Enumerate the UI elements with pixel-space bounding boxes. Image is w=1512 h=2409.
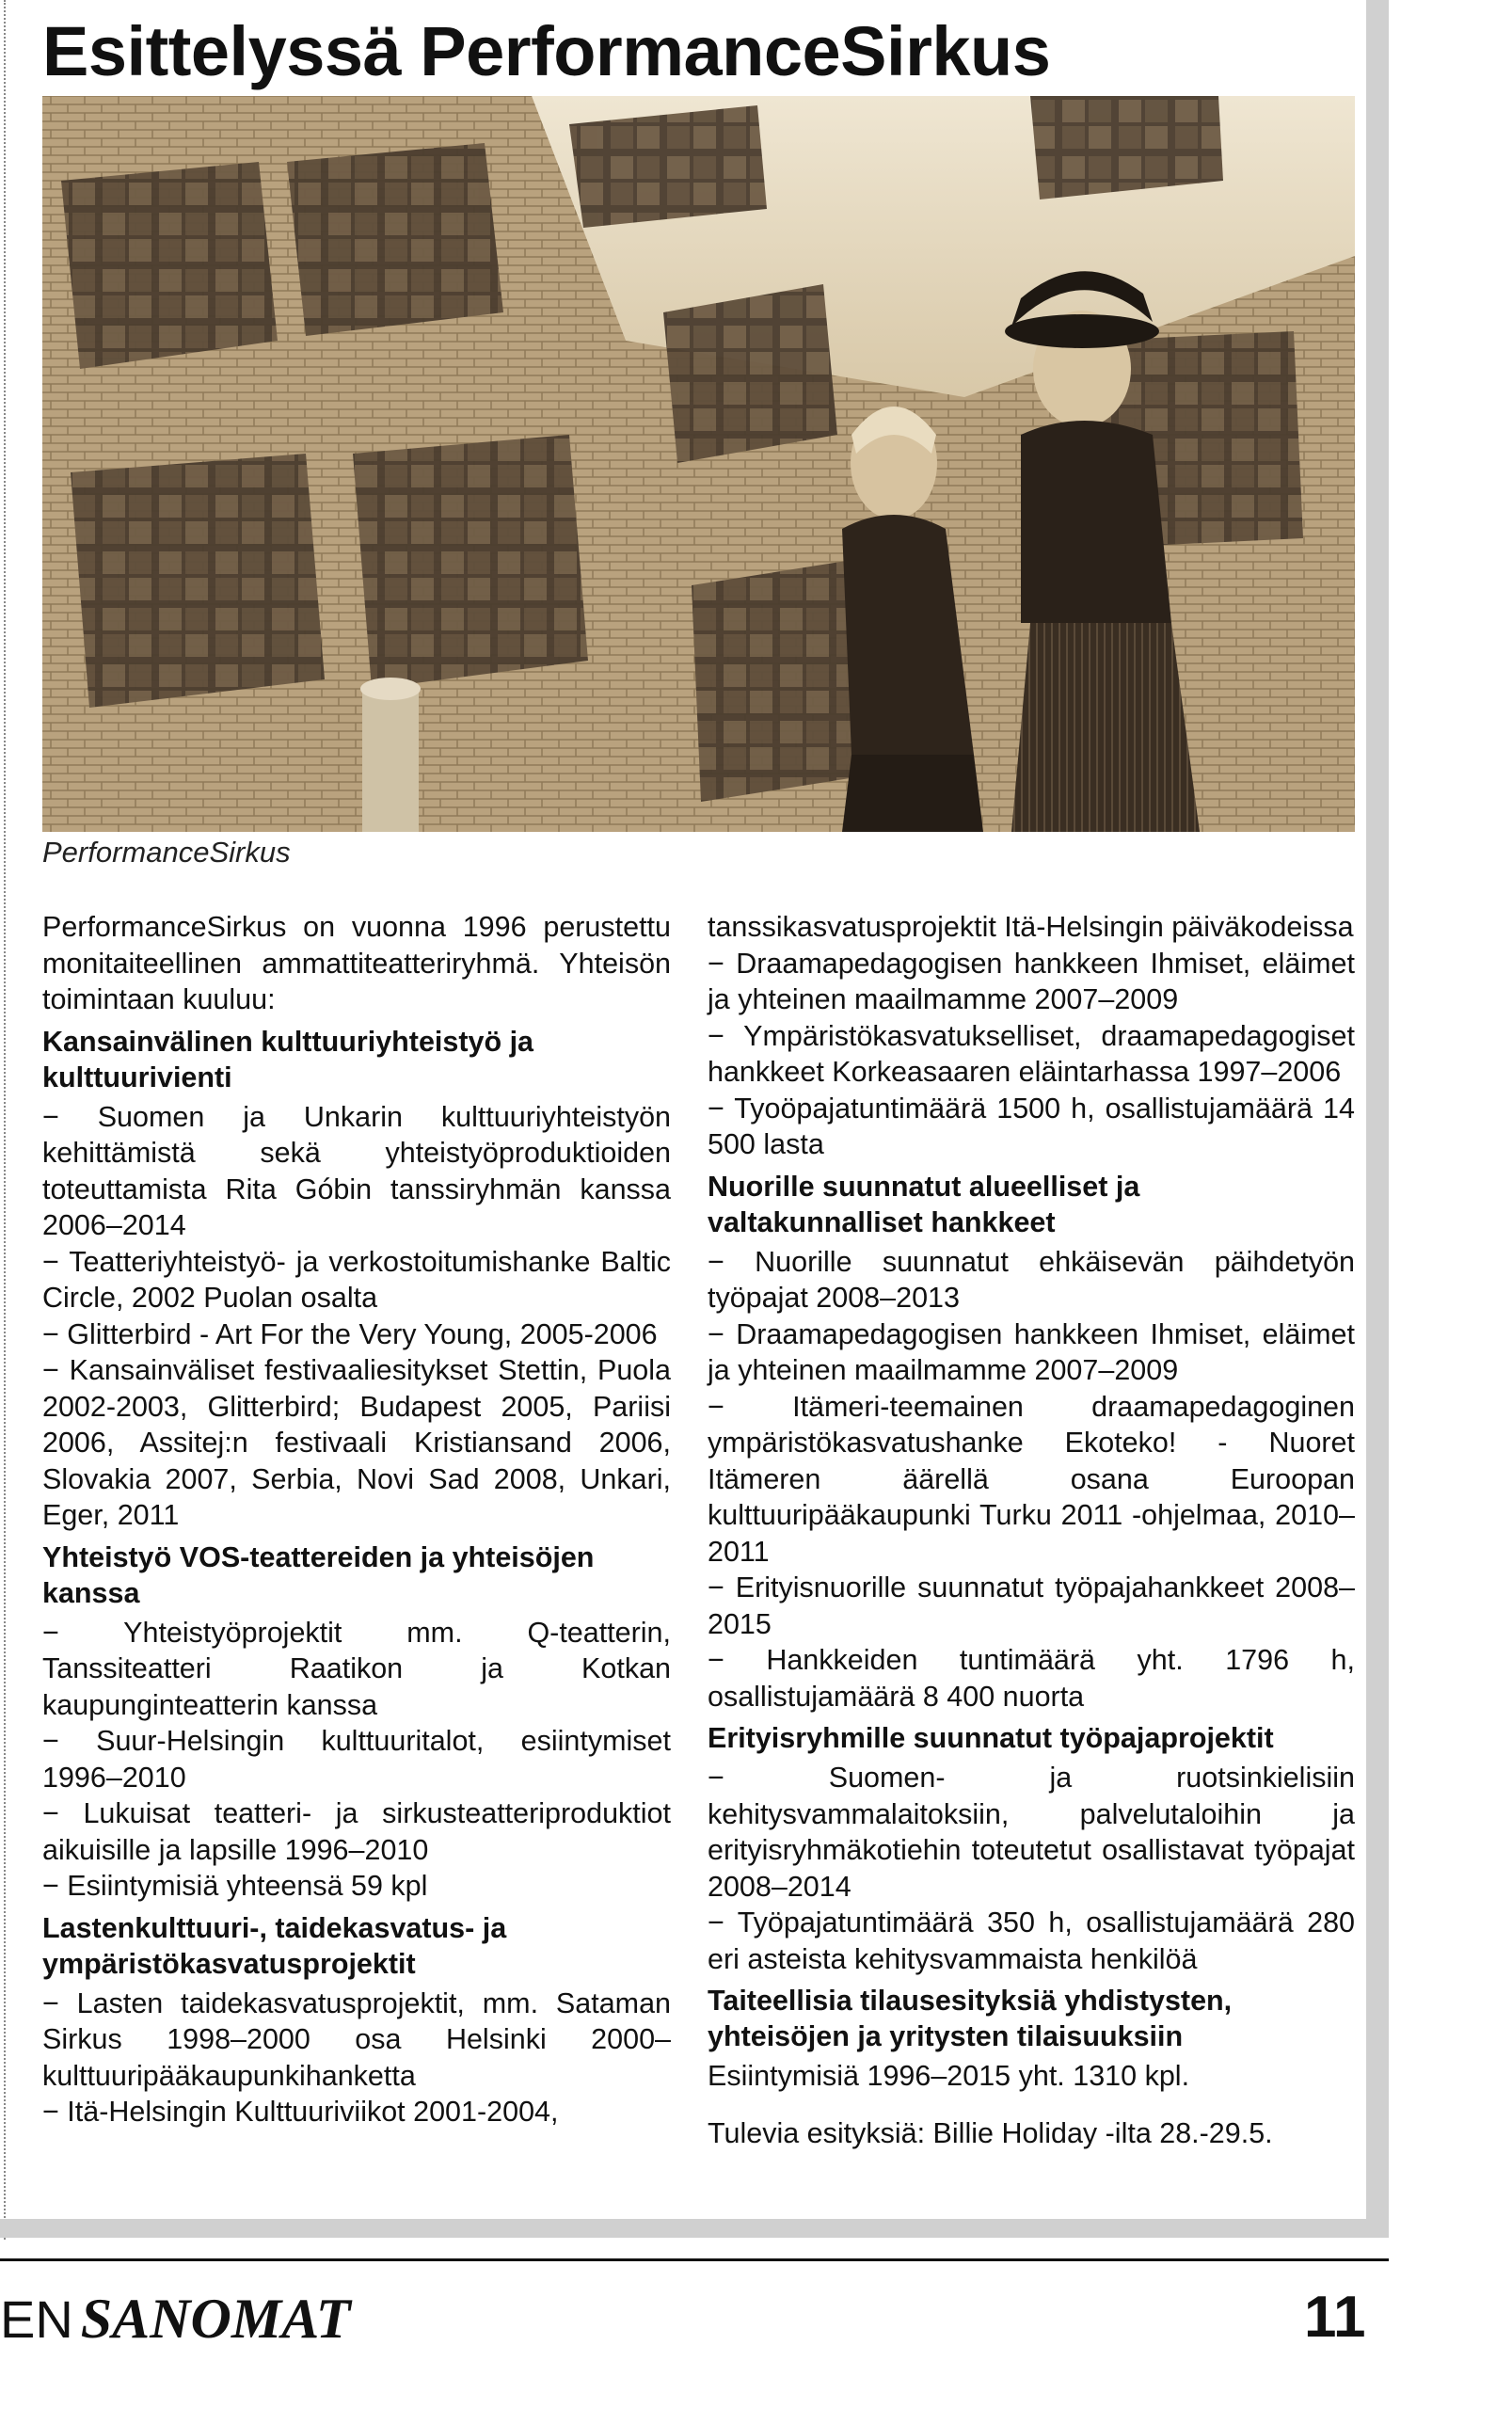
article-photo	[42, 96, 1355, 832]
section-heading: Erityisryhmille suunnatut työpajaprojektit	[708, 1722, 1274, 1754]
paragraph: − Erityisnuorille suunnatut työpajahankkeet 2008–2015	[708, 1571, 1355, 1640]
paragraph: − Nuorille suunnatut ehkäisevän päihdetyön työpajat 2008–2013	[708, 1245, 1355, 1314]
left-dotted-rule	[4, 0, 6, 2240]
paragraph: PerformanceSirkus on vuonna 1996 perustettu monitaiteellinen ammattiteatteriryhmä. Yhteisön toimintaan kuuluu:	[42, 911, 671, 1015]
right-gray-bar	[1366, 0, 1389, 2232]
right-text-column	[708, 909, 1355, 2151]
paragraph: − Lasten taidekasvatusprojektit, mm. Sataman Sirkus 1998–2000 osa Helsinki 2000–kulttuuripääkaupunkihanketta	[42, 1986, 671, 2092]
section-heading: Lastenkulttuuri-, taidekasvatus- ja ympäristökasvatusprojektit	[42, 1911, 507, 1980]
paragraph: − Lukuisat teatteri- ja sirkusteatteriproduktiot aikuisille ja lapsille 1996–2010	[42, 1797, 671, 1866]
paragraph: − Hankkeiden tuntimäärä yht. 1796 h, osallistujamäärä 8 400 nuorta	[708, 1644, 1355, 1713]
bottom-gray-bar	[0, 2219, 1389, 2238]
paragraph: − Suur-Helsingin kulttuuritalot, esiintymiset 1996–2010	[42, 1725, 671, 1794]
photo-caption: PerformanceSirkus	[42, 836, 291, 869]
paragraph: − Ympäristökasvatukselliset, draamapedagogiset hankkeet Korkeasaaren eläintarhassa 1997–2006	[708, 1019, 1355, 1088]
paragraph: − Draamapedagogisen hankkeen Ihmiset, eläimet ja yhteinen maailmamme 2007–2009	[708, 947, 1355, 1015]
article-title: Esittelyssä PerformanceSirkus	[42, 12, 1051, 90]
footer-publication	[0, 2289, 351, 2350]
section-heading: Kansainvälinen kulttuuriyhteistyö ja kulttuurivienti	[42, 1025, 534, 1093]
left-text-column	[42, 909, 671, 2130]
paragraph: tanssikasvatusprojektit Itä-Helsingin päiväkodeissa	[708, 911, 1354, 943]
paragraph: − Suomen ja Unkarin kulttuuriyhteistyön kehittämistä sekä yhteistyöproduktioiden toteuttamista Rita Góbin tanssiryhmän kanssa 2006–2014	[42, 1100, 671, 1241]
section-heading: Nuorille suunnatut alueelliset ja valtakunnalliset hankkeet	[708, 1170, 1140, 1238]
paragraph: − Glitterbird - Art For the Very Young, 2005-2006	[42, 1317, 658, 1350]
footer-rule	[0, 2258, 1389, 2261]
paragraph: − Tyoöpajatuntimäärä 1500 h, osallistujamäärä 14 500 lasta	[708, 1092, 1355, 1160]
section-heading: Taiteellisia tilausesityksiä yhdistysten, yhteisöjen ja yritysten tilaisuuksiin	[708, 1985, 1233, 2052]
paragraph: − Esiintymisiä yhteensä 59 kpl	[42, 1870, 428, 1902]
paragraph: − Työpajatuntimäärä 350 h, osallistujamäärä 280 eri asteista kehitysvammaista henkilöä	[708, 1906, 1355, 1975]
paragraph: − Itämeri-teemainen draamapedagoginen ympäristökasvatushanke Ekoteko! - Nuoret Itämeren äärellä osana Euroopan kulttuuripääkaupunki Turku 2011 -ohjelmaa, 2010–2011	[708, 1390, 1355, 1568]
paragraph: Esiintymisiä 1996–2015 yht. 1310 kpl.	[708, 2060, 1190, 2092]
page-number: 11	[1304, 2285, 1366, 2350]
footer-prefix: EN	[0, 2289, 73, 2349]
paragraph: − Teatteriyhteistyö- ja verkostoitumishanke Baltic Circle, 2002 Puolan osalta	[42, 1245, 671, 1314]
paragraph: − Draamapedagogisen hankkeen Ihmiset, eläimet ja yhteinen maailmamme 2007–2009	[708, 1317, 1355, 1386]
paragraph: Tulevia esityksiä: Billie Holiday -ilta 28.-29.5.	[708, 2116, 1273, 2149]
paragraph: − Yhteistyöprojektit mm. Q-teatterin, Tanssiteatteri Raatikon ja Kotkan kaupunginteatterin kanssa	[42, 1616, 671, 1721]
paragraph: − Suomen- ja ruotsinkielisiin kehitysvammalaitoksiin, palvelutaloihin ja erityisryhmäkotiehin toteutetut osallistavat työpajat 2008–2014	[708, 1762, 1355, 1903]
section-heading: Yhteistyö VOS-teattereiden ja yhteisöjen kanssa	[42, 1540, 595, 1609]
paragraph: − Kansainväliset festivaaliesitykset Stettin, Puola 2002-2003, Glitterbird; Budapest 2005, Pariisi 2006, Assitej:n festivaali Kristiansand 2006, Slovakia 2007, Serbia, Novi Sad 2008, Unkari, Eger, 2011	[42, 1354, 671, 1531]
footer-masthead: SANOMAT	[80, 2288, 351, 2350]
paragraph: − Itä-Helsingin Kulttuuriviikot 2001-2004,	[42, 2096, 559, 2128]
